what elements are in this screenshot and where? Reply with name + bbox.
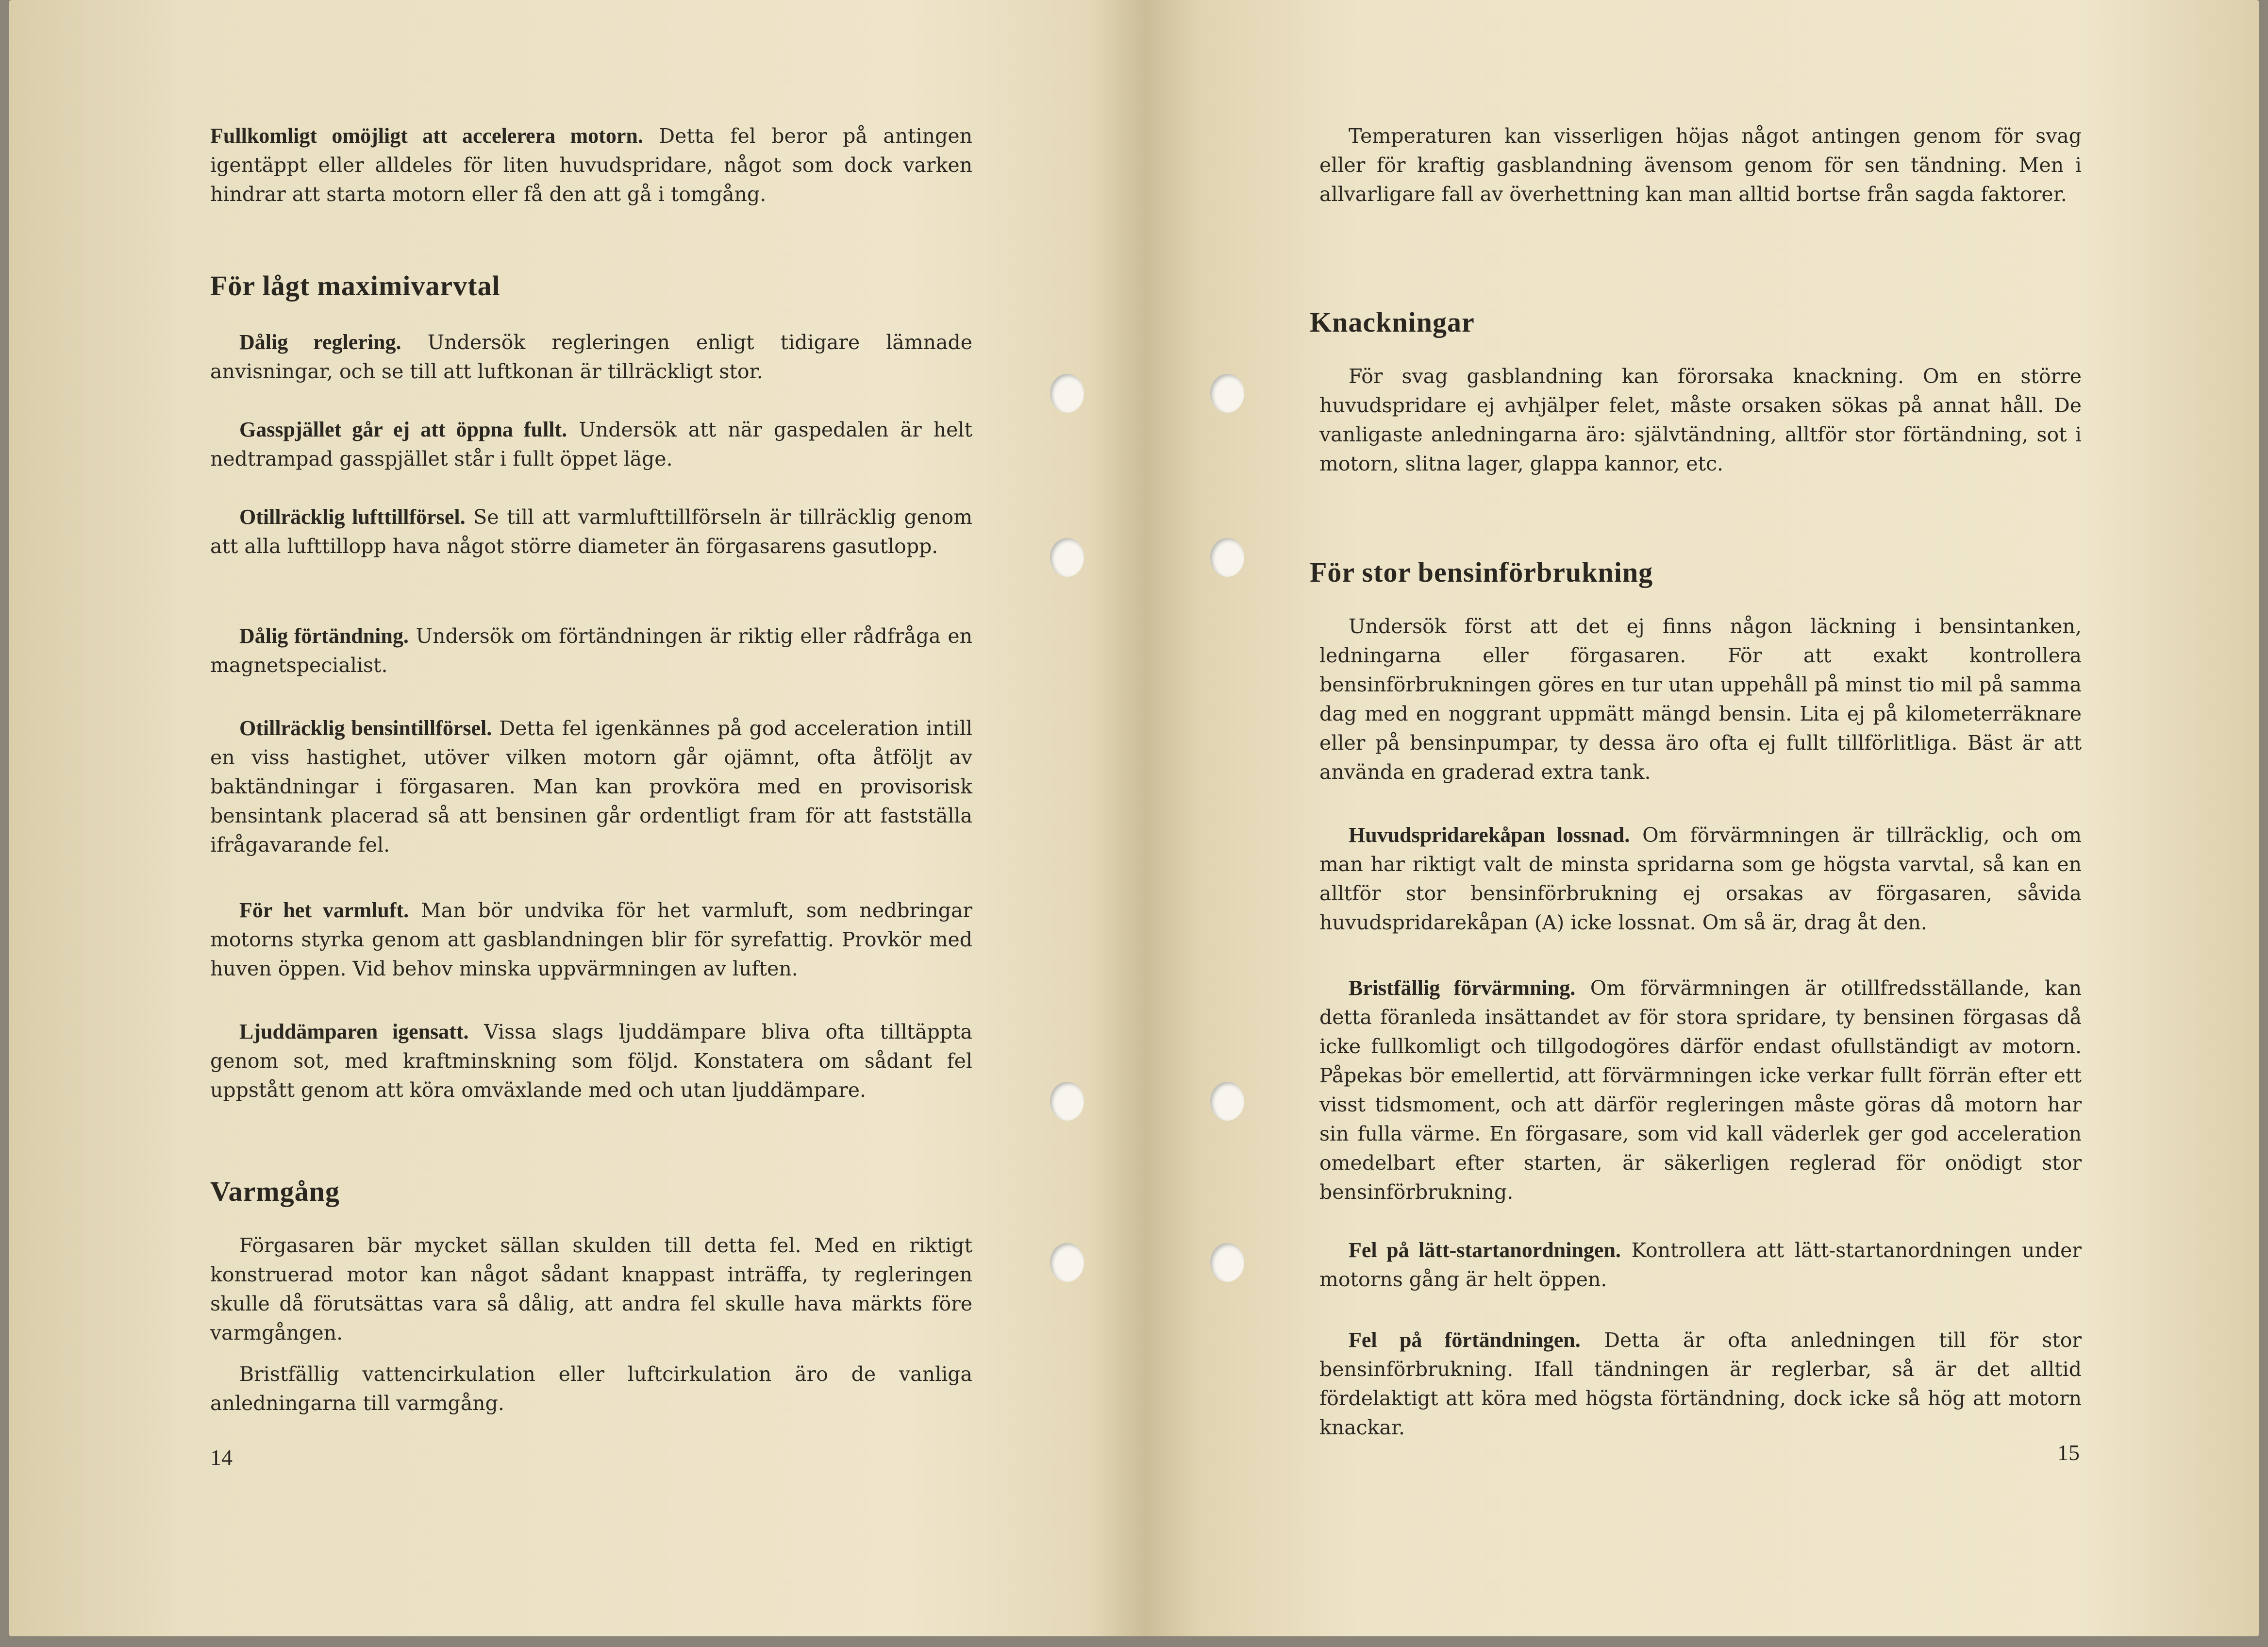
paragraph-text: Undersök att när gaspedalen är helt nedtrampad gasspjället står i fullt öppet läge. (210, 418, 972, 471)
paragraph (210, 1231, 972, 1347)
paragraph-text: Om förvärmningen är otillfredsställande, kan detta föranleda insättandet av för stora spridare, ty bensinen förgasas då icke fullkomligt och tillgodogöres därför endast ofullständigt av motorn. Påpekas bör emellertid, att förvärmningen icke verkar fullt förrän efter ett visst tidsmoment, och att därför regleringen måste göras då motorn har sin fulla värme. En förgasare, som vid kall väderlek ger god acceleration omedelbart efter starten, är säkerligen reglerad för onödigt stor bensinförbrukning. (1319, 976, 2082, 1204)
paragraph-text: Man bör undvika för het varmluft, som nedbringar motorns styrka genom att gasblandningen blir för syrefattig. Provkör med huven öppen. Vid behov minska uppvärmningen av luften. (210, 899, 972, 980)
paragraph-lead: Otillräcklig lufttillförsel. (239, 505, 466, 529)
paragraph (210, 415, 972, 473)
paragraph (1319, 362, 2082, 478)
section-heading: För lågt maximivarvtal (210, 270, 500, 302)
paragraph (1319, 1236, 2082, 1294)
booklet-spread (9, 0, 2259, 1636)
paragraph-text: Detta är ofta anledningen till för stor bensinförbrukning. Ifall tändningen är reglerbar, så är det alltid fördelaktigt att köra med högsta förtändning, dock icke så hög att motorn knackar. (1319, 1328, 2082, 1439)
intro-paragraph (1319, 121, 2082, 209)
paragraph (210, 622, 972, 680)
paragraph-text: Undersök om förtändningen är riktig eller rådfråga en magnetspecialist. (210, 624, 973, 677)
paragraph-text: Undersök först att det ej finns någon läckning i bensintanken, ledningarna eller förgasaren. För att exakt kontrollera bensinförbrukningen göres en tur utan uppehåll på minst tio mil på samma dag med en noggrant uppmätt mängd bensin. Lita ej på kilometerräknare eller på bensinpumpar, ty dessa äro ofta ej fullt tillförlitliga. Bäst är att använda en graderad extra tank. (1319, 615, 2082, 784)
paragraph-lead: Otillräcklig bensintillförsel. (239, 716, 492, 740)
paragraph-text: Se till att varmlufttillförseln är tillräcklig genom att alla lufttillopp hava något större diameter än förgasarens gasutlopp. (210, 505, 972, 558)
paragraph-text: Vissa slags ljuddämpare bliva ofta tilltäppta genom sot, med kraftminskning som följd. Konstatera om sådant fel uppstått genom att köra omväxlande med och utan ljuddämpare. (210, 1020, 972, 1102)
paragraph-text: Om förvärmningen är tillräcklig, och om man har riktigt valt de minsta spridarna som ge högsta varvtal, så kan en alltför stor bensinförbrukning ej orsakas av förgasaren, såvida huvudspridarekåpan (A) icke lossnat. Om så är, drag åt den. (1319, 824, 2082, 934)
paragraph (1319, 821, 2082, 937)
paragraph-lead: För het varmluft. (239, 898, 409, 922)
paragraph-lead: Bristfällig förvärmning. (1349, 976, 1576, 1000)
paragraph-text: Bristfällig vattencirkulation eller luftcirkulation äro de vanliga anledningarna till varmgång. (210, 1362, 972, 1415)
paragraph-text: Detta fel igenkännes på god acceleration intill en viss hastighet, utöver vilken motorn går ojämnt, ofta åtföljt av baktändningar i förgasaren. Man kan provköra med en provisorisk bensintank placerad så att bensinen går ordentligt fram för att fastställa ifrågavarande fel. (210, 717, 972, 857)
paragraph (210, 896, 972, 983)
intro-paragraph (210, 121, 972, 209)
paragraph-lead: Huvudspridarekåpan lossnad. (1349, 823, 1630, 847)
section-heading: För stor bensinförbrukning (1310, 556, 1653, 588)
paragraph (210, 328, 972, 386)
paragraph-text: Temperaturen kan visserligen höjas något antingen genom för svag eller för kraftig gasblandning ävensom genom för sen tändning. Men i allvarligare fall av överhettning kan man alltid bortse från sagda faktorer. (1319, 124, 2082, 206)
paragraph-text: Detta fel beror på antingen igentäppt eller alldeles för liten huvudspridare, något som dock varken hindrar att starta motorn eller få den att gå i tomgång. (210, 124, 973, 206)
page-number: 14 (210, 1445, 233, 1470)
paragraph-lead: Fullkomligt omöjligt att accelerera motorn. (210, 124, 643, 148)
section-heading: Knackningar (1310, 306, 1475, 338)
page-left (9, 0, 1145, 1636)
paragraph-lead: Fel på förtändningen. (1349, 1328, 1581, 1352)
paragraph (1319, 612, 2082, 787)
paragraph (210, 714, 972, 859)
paragraph-text: Kontrollera att lätt-startanordningen under motorns gång är helt öppen. (1319, 1239, 2082, 1291)
paragraph-text: Undersök regleringen enligt tidigare lämnade anvisningar, och se till att luftkonan är tillräckligt stor. (210, 331, 973, 383)
paragraph-text: För svag gasblandning kan förorsaka knackning. Om en större huvudspridare ej avhjälper felet, måste orsaken sökas på annat håll. De vanligaste anledningarna äro: självtändning, alltför stor förtändning, sot i motorn, slitna lager, glappa kannor, etc. (1319, 365, 2082, 475)
paragraph-lead: Gasspjället går ej att öppna fullt. (239, 418, 567, 441)
paragraph (210, 1017, 972, 1105)
paragraph-lead: Dålig förtändning. (239, 624, 409, 648)
paragraph-text: Förgasaren bär mycket sällan skulden till detta fel. Med en riktigt konstruerad motor kan något sådant knappast inträffa, ty regleringen skulle då förutsättas vara så dålig, att andra fel skulle hava märkts före varmgången. (210, 1234, 972, 1344)
paragraph (210, 1360, 972, 1418)
paragraph (1319, 974, 2082, 1207)
paragraph (1319, 1326, 2082, 1442)
page-number: 15 (2057, 1440, 2080, 1465)
paragraph-lead: Fel på lätt-startanordningen. (1349, 1238, 1621, 1262)
paragraph (210, 503, 972, 561)
page-right (1164, 0, 2259, 1636)
section-heading: Varmgång (210, 1176, 340, 1207)
paragraph-lead: Ljuddämparen igensatt. (239, 1020, 469, 1043)
paragraph-lead: Dålig reglering. (239, 330, 401, 354)
